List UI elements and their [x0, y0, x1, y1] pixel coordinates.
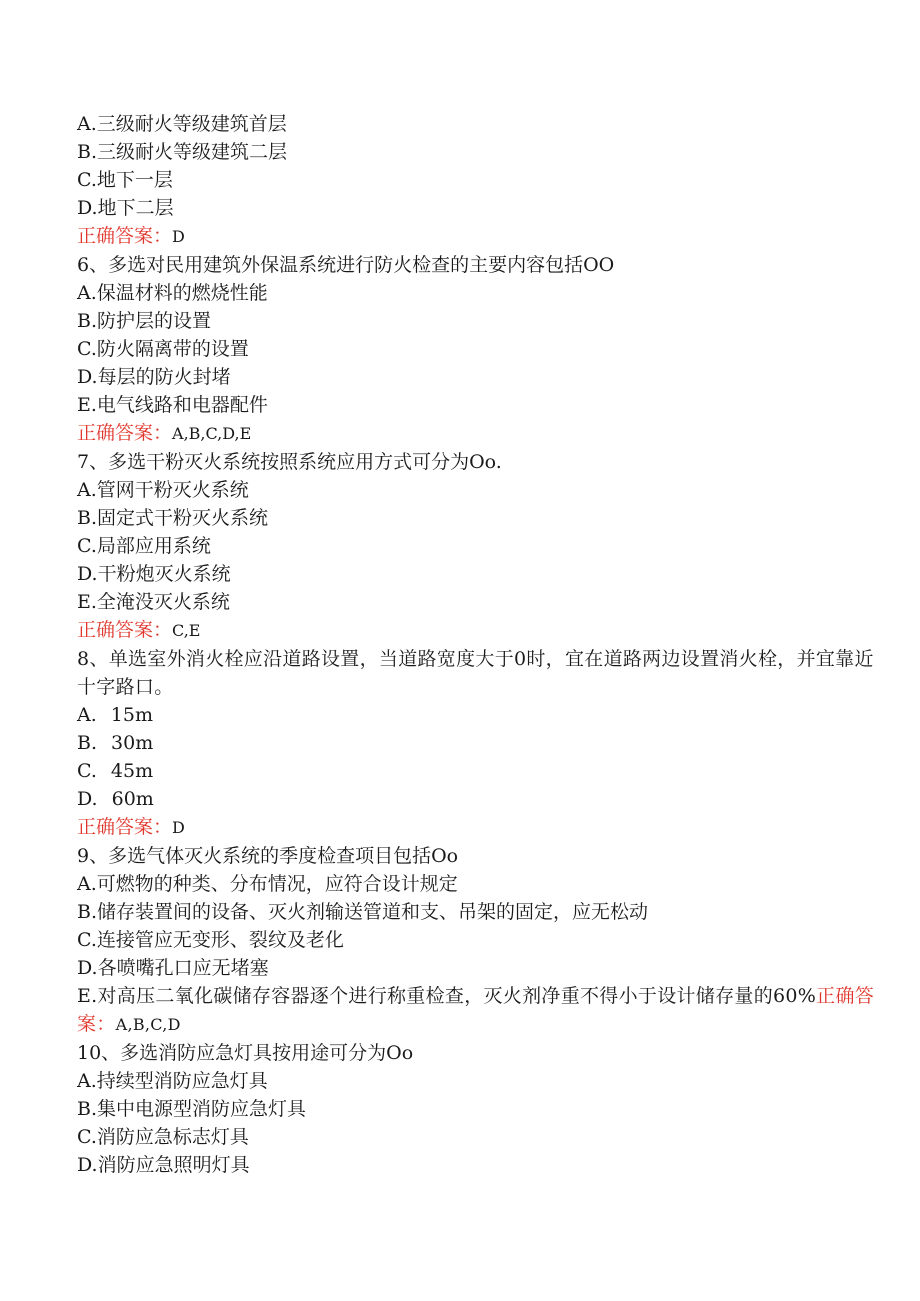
question-stem: 6、多选对民用建筑外保温系统进行防火检查的主要内容包括OO [77, 254, 615, 276]
answer-label: 正确答案： [77, 225, 173, 247]
question-stem: 10、多选消防应急灯具按用途可分为Oo [77, 1042, 414, 1064]
question-stem: 9、多选气体灭火系统的季度检查项目包括Oo [77, 845, 459, 867]
option-a: A.管网干粉灭火系统 [77, 479, 249, 501]
option-a: A.可燃物的种类、分布情况，应符合设计规定 [77, 873, 458, 895]
answer-line [77, 222, 877, 251]
option-a: A.三级耐火等级建筑首层 [77, 113, 287, 135]
option-c: C.连接管应无变形、裂纹及老化 [77, 929, 344, 951]
option-c: C.局部应用系统 [77, 535, 211, 557]
option-e: E.对高压二氧化碳储存容器逐个进行称重检查，灭火剂净重不得小于设计储存量的60% [77, 985, 817, 1007]
question-5-options [77, 110, 877, 251]
option-b: B.防护层的设置 [77, 310, 212, 332]
option-value: 15m [110, 704, 153, 726]
answer-label: 正确答案： [77, 816, 173, 838]
option-letter: A. [77, 704, 97, 726]
question-9 [77, 842, 877, 1039]
option-b: B.集中电源型消防应急灯具 [77, 1098, 307, 1120]
option-b: B.固定式干粉灭火系统 [77, 507, 269, 529]
answer-label: 正确答案： [77, 985, 875, 1035]
answer-value: D [172, 818, 185, 837]
option-e: E.全淹没灭火系统 [77, 591, 230, 613]
option-a [77, 701, 877, 729]
option-c [77, 757, 877, 785]
option-b: B.储存装置间的设备、灭火剂输送管道和支、吊架的固定，应无松动 [77, 901, 649, 923]
option-value: 60m [111, 788, 154, 810]
option-d: D.各喷嘴孔口应无堵塞 [77, 957, 269, 979]
question-stem: 8、单选室外消火栓应沿道路设置，当道路宽度大于0时，宜在道路两边设置消火栓，并宜靠近十字路口。 [77, 648, 874, 698]
answer-label: 正确答案： [77, 619, 173, 641]
option-value: 45m [110, 760, 154, 782]
answer-value: D [172, 227, 185, 246]
option-a: A.持续型消防应急灯具 [77, 1070, 268, 1092]
answer-label: 正确答案： [77, 422, 173, 444]
question-7 [77, 448, 877, 645]
option-e-with-answer [77, 982, 877, 1039]
option-letter: C. [77, 760, 97, 782]
question-8 [77, 645, 877, 842]
question-6 [77, 251, 877, 448]
answer-value: A,B,C,D [115, 1015, 181, 1034]
answer-value: A,B,C,D,E [172, 424, 252, 443]
option-b [77, 729, 877, 757]
option-b: B.三级耐火等级建筑二层 [77, 141, 288, 163]
option-value: 30m [111, 732, 154, 754]
option-letter: D. [77, 788, 98, 810]
option-c: C.消防应急标志灯具 [77, 1126, 249, 1148]
answer-line [77, 813, 877, 842]
question-10 [77, 1039, 877, 1179]
option-c: C.地下一层 [77, 169, 173, 191]
option-c: C.防火隔离带的设置 [77, 338, 249, 360]
option-d: D.每层的防火封堵 [77, 366, 231, 388]
option-e: E.电气线路和电器配件 [77, 394, 268, 416]
document-body [77, 110, 877, 1179]
answer-line [77, 419, 877, 448]
answer-line [77, 616, 877, 645]
answer-value: C,E [172, 621, 201, 640]
question-stem: 7、多选干粉灭火系统按照系统应用方式可分为Oo. [77, 451, 502, 473]
option-a: A.保温材料的燃烧性能 [77, 282, 268, 304]
option-d [77, 785, 877, 813]
option-d: D.干粉炮灭火系统 [77, 563, 231, 585]
option-d: D.消防应急照明灯具 [77, 1154, 250, 1176]
option-d: D.地下二层 [77, 197, 174, 219]
option-letter: B. [77, 732, 98, 754]
